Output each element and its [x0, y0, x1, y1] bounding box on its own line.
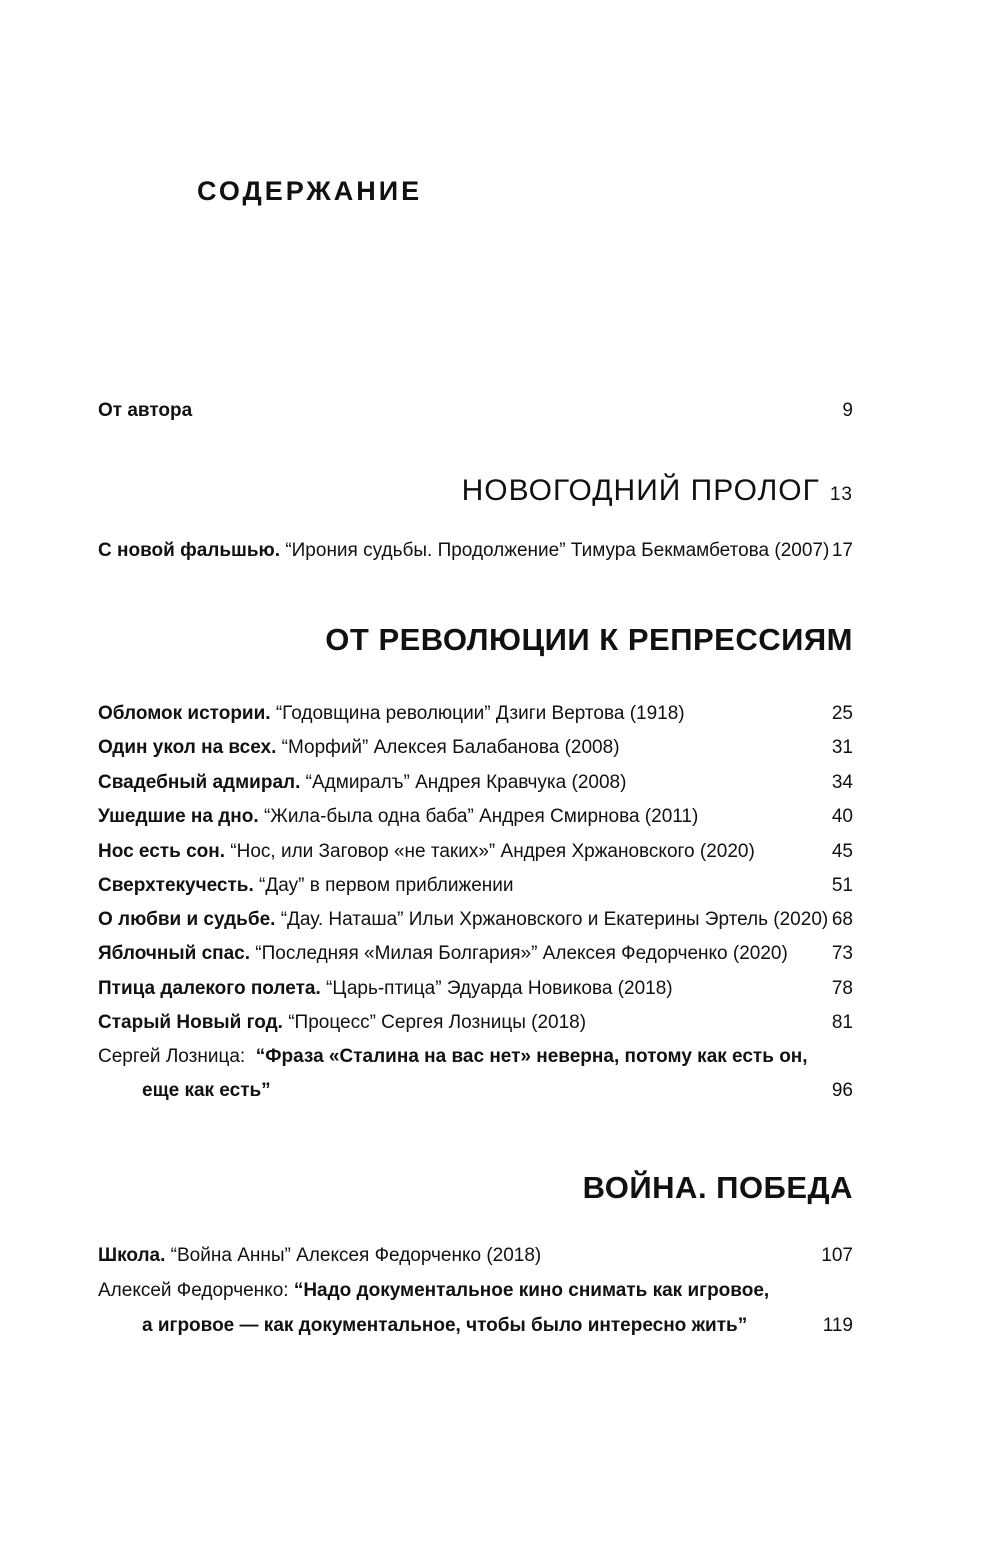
toc-page-number: 31 [831, 737, 853, 758]
toc-entry-lead: Свадебный адмирал. [98, 772, 301, 793]
toc-entry-interview[interactable] [98, 1046, 853, 1068]
toc-entry[interactable] [98, 841, 853, 863]
toc-entry-interview-cont[interactable] [98, 1080, 853, 1102]
toc-page-number: 96 [831, 1080, 853, 1101]
toc-entry-lead: О любви и судьбе. [98, 909, 276, 930]
section-heading-revolution[interactable] [325, 622, 853, 658]
toc-entry-title: “Война Анны” Алексея Федорченко (2018) [165, 1245, 542, 1266]
toc-page-number: 107 [821, 1245, 853, 1266]
section-heading-text: ОТ РЕВОЛЮЦИИ К РЕПРЕССИЯМ [325, 622, 853, 657]
toc-page-number: 45 [831, 841, 853, 862]
toc-entry[interactable] [98, 909, 853, 931]
toc-entry-preface[interactable] [98, 400, 853, 422]
section-heading-text: ВОЙНА. ПОБЕДА [582, 1170, 853, 1205]
toc-entry[interactable] [98, 772, 853, 794]
toc-entry-lead: Ушедшие на дно. [98, 806, 259, 827]
toc-entry[interactable] [98, 1012, 853, 1034]
toc-entry-lead: Один укол на всех. [98, 737, 277, 758]
toc-page-number: 78 [831, 978, 853, 999]
toc-entry-interview[interactable] [98, 1280, 853, 1302]
toc-page-number: 68 [831, 909, 853, 930]
toc-entry[interactable] [98, 703, 853, 725]
toc-entry-lead: Яблочный спас. [98, 943, 251, 964]
toc-entry-title: “Последняя «Милая Болгария»” Алексея Федорченко (2020) [250, 943, 788, 964]
toc-entry-title: “Нос, или Заговор «не таких»” Андрея Хржановского (2020) [225, 841, 755, 862]
section-heading-prologue[interactable] [462, 474, 853, 508]
interview-title-line1: “Фраза «Сталина на вас нет» неверна, потому как есть он, [255, 1046, 808, 1067]
toc-entry[interactable] [98, 737, 853, 759]
toc-entry[interactable] [98, 943, 853, 965]
page-title: СОДЕРЖАНИЕ [197, 176, 423, 206]
interview-title-line2: а игровое — как документальное, чтобы было интересно жить” [142, 1315, 748, 1336]
toc-page-number: 81 [831, 1012, 853, 1033]
toc-entry-lead: Школа. [98, 1245, 166, 1266]
toc-entry-lead: Сверхтекучесть. [98, 875, 254, 896]
toc-entry-lead: Обломок истории. [98, 703, 271, 724]
toc-entry-lead: От автора [98, 400, 193, 421]
section-heading-text: НОВОГОДНИЙ ПРОЛОГ [461, 474, 820, 507]
interview-author: Сергей Лозница: [98, 1046, 246, 1067]
toc-entry[interactable] [98, 978, 853, 1000]
toc-entry[interactable] [98, 806, 853, 828]
toc-page-number: 25 [831, 703, 853, 724]
toc-entry-title: “Жила-была одна баба” Андрея Смирнова (2011) [258, 806, 699, 827]
toc-entry-title: “Годовщина революции” Дзиги Вертова (1918) [270, 703, 685, 724]
toc-page-number: 119 [822, 1315, 853, 1336]
toc-entry-title: “Дау. Наташа” Ильи Хржановского и Екатерины Эртель (2020) [275, 909, 829, 930]
interview-title-line1: “Надо документальное кино снимать как игровое, [293, 1280, 770, 1301]
toc-entry-interview-cont[interactable] [98, 1315, 853, 1337]
toc-entry-lead: Нос есть сон. [98, 841, 225, 862]
toc-entry-title: “Ирония судьбы. Продолжение” Тимура Бекмамбетова (2007) [280, 540, 830, 561]
toc-entry-lead: Птица далекого полета. [98, 978, 321, 999]
toc-entry-title: “Процесс” Сергея Лозницы (2018) [282, 1012, 587, 1033]
toc-entry[interactable] [98, 540, 853, 562]
toc-entry[interactable] [98, 875, 853, 897]
toc-page-number: 34 [831, 772, 853, 793]
interview-author: Алексей Федорченко: [98, 1280, 289, 1301]
section-page-number: 13 [829, 484, 853, 505]
interview-title-line2: еще как есть” [142, 1080, 271, 1101]
toc-entry-title: “Дау” в первом приближении [253, 875, 514, 896]
toc-entry-lead: Старый Новый год. [98, 1012, 283, 1033]
toc-page-number: 17 [831, 540, 853, 561]
toc-page-number: 9 [842, 400, 853, 421]
toc-entry-title: “Адмиралъ” Андрея Кравчука (2008) [300, 772, 627, 793]
toc-entry-title: “Морфий” Алексея Балабанова (2008) [276, 737, 620, 758]
toc-page-number: 73 [831, 943, 853, 964]
toc-page-number: 40 [831, 806, 853, 827]
toc-entry-lead: С новой фальшью. [98, 540, 281, 561]
toc-entry[interactable] [98, 1245, 853, 1267]
section-heading-war[interactable] [583, 1170, 853, 1206]
toc-page-number: 51 [831, 875, 853, 896]
toc-entry-title: “Царь-птица” Эдуарда Новикова (2018) [320, 978, 673, 999]
